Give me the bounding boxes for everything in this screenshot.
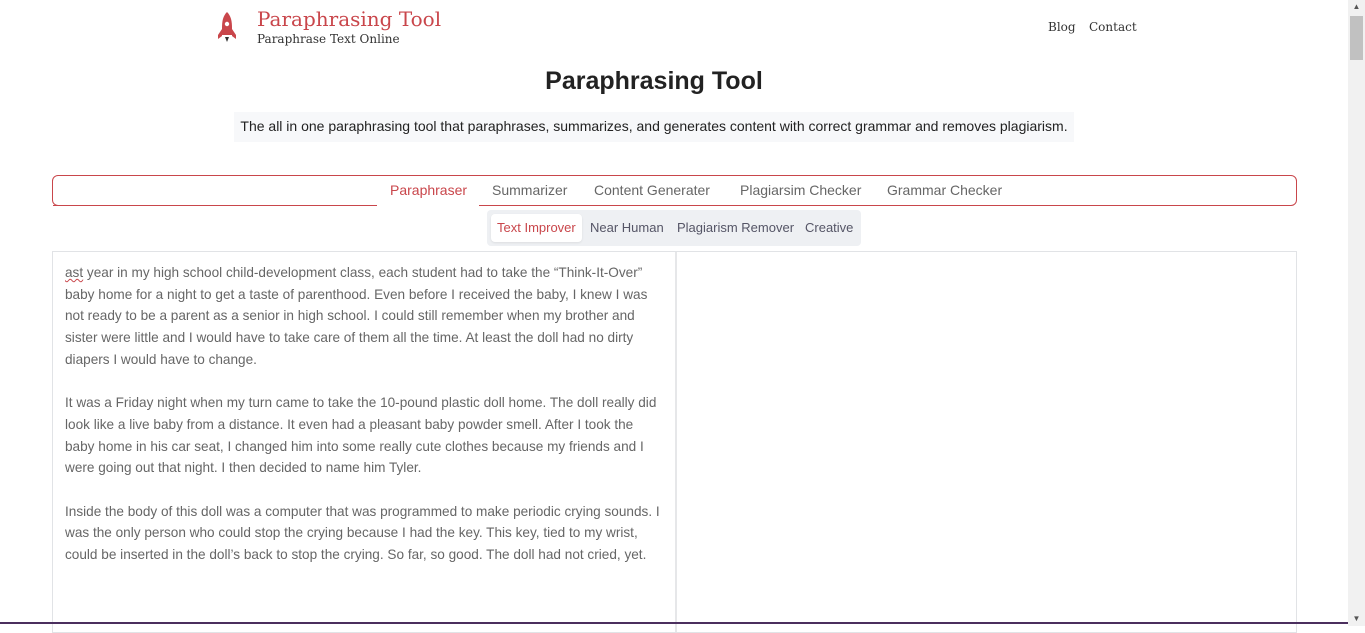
- mode-near-human[interactable]: Near Human: [590, 220, 664, 235]
- input-paragraph: [65, 262, 663, 371]
- page-subtitle: The all in one paraphrasing tool that paraphrases, summarizes, and generates content with correct grammar and removes plagiarism.: [234, 112, 1074, 142]
- mode-creative[interactable]: Creative: [805, 220, 854, 235]
- tab-grammar-checker[interactable]: Grammar Checker: [887, 182, 1003, 198]
- scrollbar-thumb[interactable]: [1350, 16, 1363, 60]
- paragraph-text: year in my high school child-development class, each student had to take the “Think-It-Over” baby home for a night to get a taste of parenthood. Even before I received the baby, I knew I was not ready to be a parent as a senior in high school. I could still remember when my brother and sister were little and I would have to take care of them all the time. At least the doll had no dirty diapers I would have to change.: [65, 265, 648, 367]
- tab-summarizer[interactable]: Summarizer: [492, 182, 568, 198]
- bottom-border: [0, 622, 1348, 624]
- mode-text-improver[interactable]: Text Improver: [491, 214, 582, 242]
- scroll-down-icon[interactable]: ▼: [1352, 614, 1361, 623]
- tool-tabs: [52, 175, 1297, 206]
- nav-contact-link[interactable]: Contact: [1089, 20, 1137, 34]
- output-pane[interactable]: [677, 252, 1296, 632]
- rocket-icon[interactable]: [216, 11, 238, 43]
- tab-plagiarism-checker[interactable]: Plagiarsim Checker: [740, 182, 862, 198]
- tab-paraphraser[interactable]: Paraphraser: [390, 182, 468, 198]
- input-pane[interactable]: [53, 252, 677, 632]
- nav-blog-link[interactable]: Blog: [1048, 20, 1076, 34]
- tab-content-generater[interactable]: Content Generater: [594, 182, 710, 198]
- input-paragraph: It was a Friday night when my turn came to take the 10-pound plastic doll home. The doll really did look like a live baby from a distance. It even had a pleasant baby powder smell. After I took the baby home in his car seat, I changed him into some really cute clothes because my friends and I were going out that night. I then decided to name him Tyler.: [65, 395, 657, 476]
- brand-title[interactable]: Paraphrasing Tool: [257, 7, 442, 31]
- tab-divider: [53, 205, 378, 206]
- editor-area: [52, 251, 1297, 633]
- page-scrollbar[interactable]: [1348, 0, 1365, 626]
- mode-tabs: [487, 210, 861, 246]
- input-textarea[interactable]: [65, 262, 663, 588]
- input-paragraph: Inside the body of this doll was a computer that was programmed to make periodic crying sounds. I was the only person who could stop the crying because I had the key. This key, tied to my wrist, could be inserted in the doll’s back to stop the crying. So far, so good. The doll had not cried, yet.: [65, 503, 660, 563]
- site-header: [0, 0, 1348, 56]
- misspelled-word[interactable]: ast: [65, 265, 84, 280]
- scroll-up-icon[interactable]: ▲: [1352, 2, 1361, 11]
- brand-subtitle: Paraphrase Text Online: [257, 32, 400, 46]
- mode-plagiarism-remover[interactable]: Plagiarism Remover: [677, 220, 795, 235]
- page-title: Paraphrasing Tool: [545, 67, 763, 95]
